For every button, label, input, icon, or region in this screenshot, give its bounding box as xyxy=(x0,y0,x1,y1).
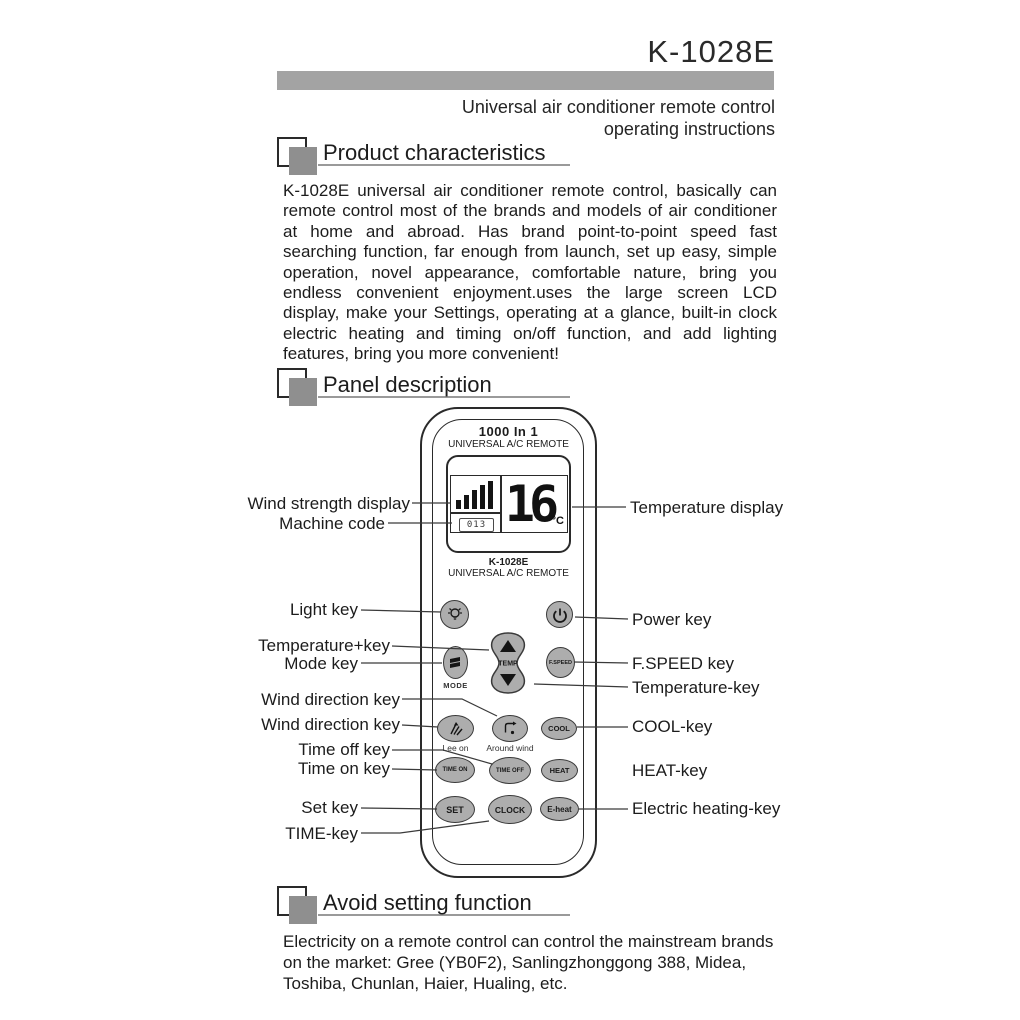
cool-button xyxy=(541,717,577,740)
section-square-gray xyxy=(289,896,317,924)
lcd-divider-horizontal xyxy=(451,512,500,514)
time-on-button xyxy=(435,757,475,783)
callout-power-key: Power key xyxy=(632,610,712,629)
callout-time-key: TIME-key xyxy=(285,824,358,843)
callout-temperature-minus-key: Temperature-key xyxy=(632,678,760,697)
callout-time-off-key: Time off key xyxy=(298,740,390,759)
cool-button-label: COOL xyxy=(548,724,570,733)
remote-brand-line2: UNIVERSAL A/C REMOTE xyxy=(448,439,569,450)
power-button xyxy=(546,601,573,628)
callout-temperature-display: Temperature display xyxy=(630,498,784,517)
header-subtitle-line2: operating instructions xyxy=(603,119,775,139)
temp-rocker-label: TEMP xyxy=(498,660,518,668)
eheat-button xyxy=(540,797,579,821)
product-characteristics-paragraph: K-1028E universal air conditioner remote control, basically can remote control most of the brands and models of air conditioner at home and abroad. Has brand point-to-point speed fast searching function, far enough from launch, set up easy, simple operation, novel appearance, comfortable nature, bring you endless convenient enjoyment.uses the large screen LCD display, make your Settings, operating at a glance, built-in clock electric heating and timing on/off function, and add lighting features, bring you more convenient! xyxy=(283,181,777,364)
lcd-display xyxy=(450,475,568,533)
section-square-gray xyxy=(289,378,317,406)
temperature-value: 16 xyxy=(504,475,554,533)
callout-mode-key: Mode key xyxy=(284,654,358,673)
callout-electric-heating-key: Electric heating-key xyxy=(632,799,781,818)
section-title-avoid: Avoid setting function xyxy=(323,890,532,915)
remote-diagram xyxy=(420,407,597,878)
callout-fspeed-key: F.SPEED key xyxy=(632,654,735,673)
temperature-unit: °C xyxy=(551,515,564,527)
section-square-gray xyxy=(289,147,317,175)
wind-direction-button-label: Lee on xyxy=(442,743,469,753)
eheat-button-label: E-heat xyxy=(547,804,572,814)
section-title-product: Product characteristics xyxy=(323,140,546,165)
set-button xyxy=(435,796,475,823)
avoid-setting-paragraph: Electricity on a remote control can control the mainstream brands on the market: Gree (YB0F2), Sanlingzhonggong 388, Midea, Toshiba, Chunlan, Haier, Hualing, etc. xyxy=(283,932,774,993)
clock-button xyxy=(488,795,532,824)
wind-direction-button xyxy=(437,715,474,742)
callout-wind-direction-key-2: Wind direction key xyxy=(261,715,400,734)
around-wind-button-label: Around wind xyxy=(486,743,534,753)
clock-button-label: CLOCK xyxy=(494,804,526,815)
temp-rocker-button xyxy=(486,631,530,695)
set-button-label: SET xyxy=(446,804,464,815)
heat-button-label: HEAT xyxy=(549,766,570,775)
fspeed-button xyxy=(546,647,575,678)
swing-icon xyxy=(447,721,465,737)
mode-icon xyxy=(448,655,463,670)
heat-button xyxy=(541,759,578,782)
callout-wind-direction-key-1: Wind direction key xyxy=(261,690,400,709)
page-title: K-1028E xyxy=(647,34,775,69)
around-wind-button xyxy=(492,715,528,742)
wind-strength-bars-icon xyxy=(456,481,498,509)
around-wind-icon xyxy=(501,720,519,738)
callout-wind-strength-display: Wind strength display xyxy=(247,494,410,513)
time-on-button-label: TIME ON xyxy=(442,767,468,773)
light-bulb-icon xyxy=(445,605,465,625)
callout-heat-key: HEAT-key xyxy=(632,761,708,780)
mode-button-label: MODE xyxy=(443,681,468,690)
callout-set-key: Set key xyxy=(301,798,358,817)
callout-cool-key: COOL-key xyxy=(632,717,713,736)
fspeed-button-label: F.SPEED xyxy=(549,659,572,666)
header-divider-bar xyxy=(277,71,774,90)
remote-brand-line1: 1000 In 1 xyxy=(478,424,539,439)
section-title-panel: Panel description xyxy=(323,372,492,397)
callout-temperature-plus-key: Temperature+key xyxy=(258,636,390,655)
remote-model-label: K-1028E xyxy=(488,557,529,568)
light-button xyxy=(440,600,469,629)
machine-code-value: 013 xyxy=(459,518,494,532)
callout-time-on-key: Time on key xyxy=(298,759,390,778)
callout-machine-code: Machine code xyxy=(279,514,385,533)
mode-button xyxy=(443,646,468,679)
power-icon xyxy=(551,606,569,624)
remote-model-sublabel: UNIVERSAL A/C REMOTE xyxy=(448,568,569,579)
time-off-button xyxy=(489,757,531,784)
header-subtitle-line1: Universal air conditioner remote control xyxy=(461,97,775,117)
callout-light-key: Light key xyxy=(289,600,358,619)
time-off-button-label: TIME OFF xyxy=(496,767,524,774)
